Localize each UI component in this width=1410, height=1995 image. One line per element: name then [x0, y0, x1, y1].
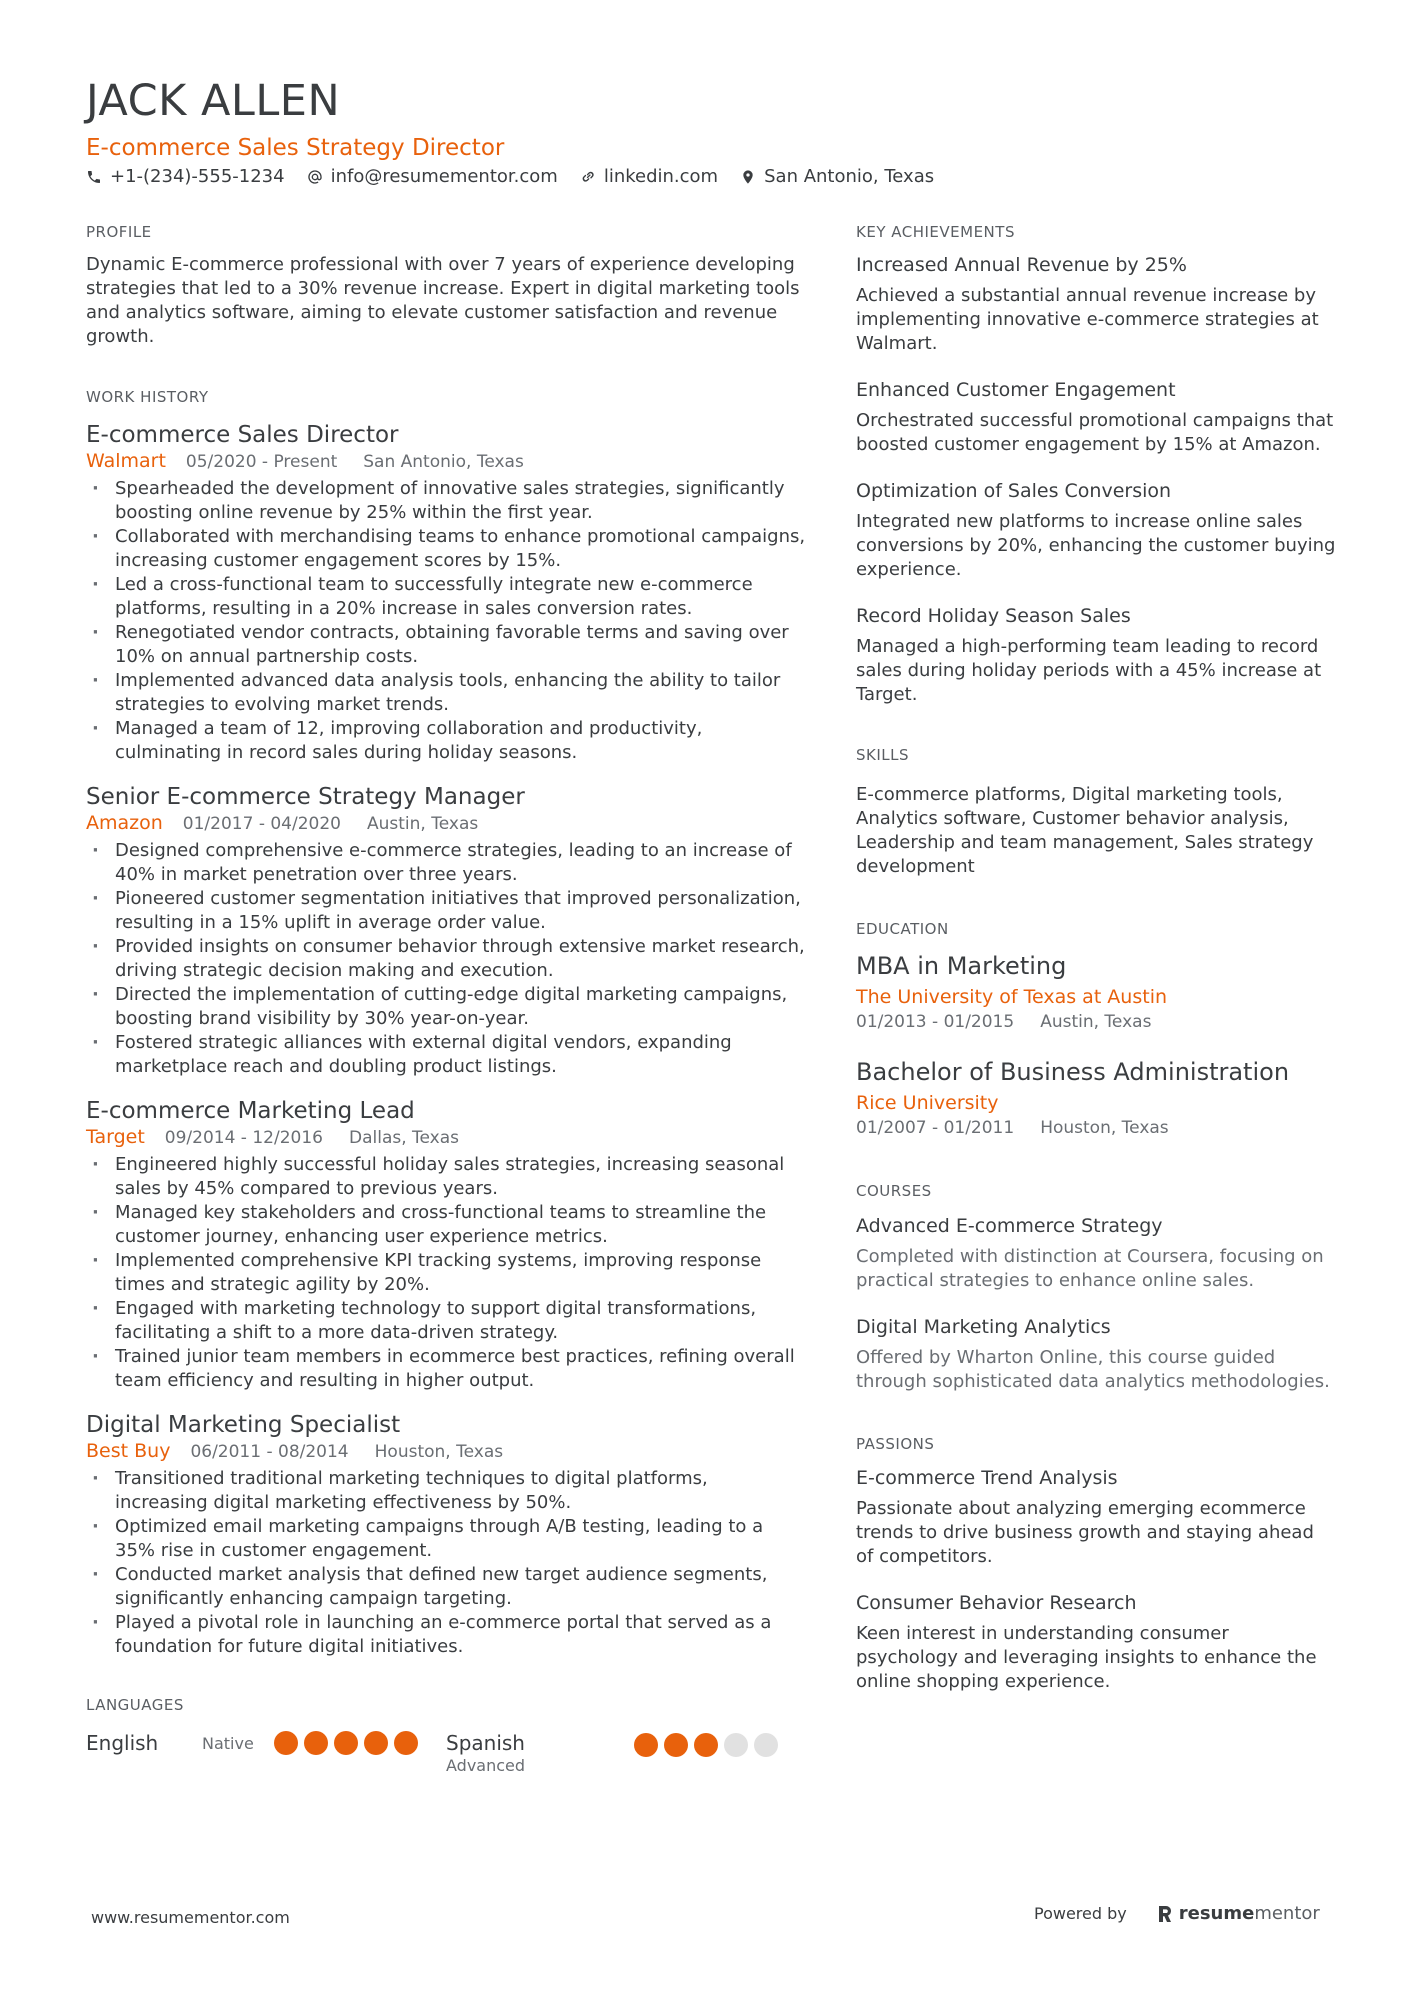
link-icon	[580, 169, 596, 185]
job-meta	[86, 450, 806, 473]
linkedin-text: linkedin.com	[603, 166, 719, 187]
profile-section	[86, 222, 806, 349]
course-desc: Completed with distinction at Coursera, focusing on practical strategies to enhance online sales.	[856, 1246, 1324, 1291]
education-section	[856, 919, 1336, 1139]
candidate-name: JACK ALLEN	[86, 76, 341, 126]
job-location: Houston, Texas	[374, 1442, 504, 1462]
skills-text: E-commerce platforms, Digital marketing tools, Analytics software, Customer behavior analysis, Leadership and team management, Sales strategy development	[856, 784, 1314, 877]
languages-list	[86, 1731, 806, 1777]
education-heading: EDUCATION	[856, 920, 949, 938]
job-entry	[86, 421, 806, 765]
achievements-section	[856, 222, 1336, 707]
course-desc: Offered by Wharton Online, this course guided through sophisticated data analytics methodologies.	[856, 1347, 1330, 1392]
achievement-desc: Managed a high-performing team leading to record sales during holiday periods with a 45% increase at Target.	[856, 636, 1322, 705]
job-bullet: · Implemented comprehensive KPI tracking systems, improving response times and strategic agility by 20%.	[86, 1249, 806, 1297]
job-bullets	[86, 1153, 806, 1393]
achievement-desc: Achieved a substantial annual revenue increase by implementing innovative e-commerce strategies at Walmart.	[856, 285, 1319, 354]
job-entry	[86, 1411, 806, 1659]
job-bullet: · Provided insights on consumer behavior through extensive market research, driving strategic decision making and execution.	[86, 935, 806, 983]
job-location: San Antonio, Texas	[363, 452, 524, 472]
rating-dot	[364, 1731, 388, 1755]
education-school: The University of Texas at Austin	[856, 986, 1168, 1008]
job-dates: 05/2020 - Present	[185, 452, 338, 472]
education-item	[856, 951, 1336, 1033]
passions-heading: PASSIONS	[856, 1435, 935, 1453]
course-item	[856, 1315, 1336, 1394]
courses-heading: COURSES	[856, 1182, 932, 1200]
skills-section	[856, 745, 1336, 879]
location-text: San Antonio, Texas	[764, 166, 935, 187]
education-school: Rice University	[856, 1092, 999, 1114]
job-bullet: · Managed key stakeholders and cross-functional teams to streamline the customer journey, enhancing user experience metrics.	[86, 1201, 806, 1249]
job-company: Walmart	[86, 450, 166, 472]
job-bullet: · Fostered strategic alliances with external digital vendors, expanding marketplace reach and doubling product listings.	[86, 1031, 806, 1079]
passion-item	[856, 1591, 1336, 1694]
rating-dot	[634, 1733, 658, 1757]
job-role: Digital Marketing Specialist	[86, 1412, 401, 1438]
job-bullet: · Transitioned traditional marketing techniques to digital platforms, increasing digital marketing effectiveness by 50%.	[86, 1467, 806, 1515]
job-bullet: · Conducted market analysis that defined new target audience segments, significantly enhancing campaign targeting.	[86, 1563, 806, 1611]
left-column	[86, 222, 806, 1777]
passion-desc: Keen interest in understanding consumer psychology and leveraging insights to enhance the online shopping experience.	[856, 1623, 1317, 1692]
rating-dot	[304, 1731, 328, 1755]
achievement-item	[856, 378, 1336, 457]
passion-desc: Passionate about analyzing emerging ecommerce trends to drive business growth and staying ahead of competitors.	[856, 1498, 1314, 1567]
job-role: E-commerce Marketing Lead	[86, 1098, 415, 1124]
rating-dot	[754, 1733, 778, 1757]
footer-website[interactable]: www.resumementor.com	[91, 1908, 290, 1927]
language-name: Spanish	[446, 1731, 525, 1755]
job-bullet: · Optimized email marketing campaigns through A/B testing, leading to a 35% rise in customer engagement.	[86, 1515, 806, 1563]
job-bullet: · Spearheaded the development of innovative sales strategies, significantly boosting online revenue by 25% within the first year.	[86, 477, 806, 525]
passions-section	[856, 1434, 1336, 1694]
education-item	[856, 1057, 1336, 1139]
job-bullet: · Engaged with marketing technology to support digital transformations, facilitating a shift to a more data-driven strategy.	[86, 1297, 806, 1345]
skills-heading: SKILLS	[856, 746, 910, 764]
job-role: Senior E-commerce Strategy Manager	[86, 784, 525, 810]
passion-item	[856, 1466, 1336, 1569]
rating-dot	[664, 1733, 688, 1757]
education-degree: Bachelor of Business Administration	[856, 1058, 1290, 1086]
powered-by-label: Powered by	[1034, 1904, 1127, 1923]
job-bullet: · Directed the implementation of cutting-edge digital marketing campaigns, boosting brand visibility by 30% year-on-year.	[86, 983, 806, 1031]
course-item	[856, 1214, 1336, 1293]
education-degree: MBA in Marketing	[856, 952, 1067, 980]
job-bullets	[86, 477, 806, 765]
achievement-item	[856, 253, 1336, 356]
education-location: Austin, Texas	[1040, 1012, 1152, 1032]
language-rating	[274, 1731, 424, 1755]
rating-dot	[274, 1731, 298, 1755]
education-meta	[856, 1011, 1336, 1033]
achievement-item	[856, 479, 1336, 582]
footer-branding	[1034, 1903, 1320, 1924]
job-meta	[86, 812, 806, 835]
achievement-title: Optimization of Sales Conversion	[856, 480, 1172, 502]
achievement-title: Enhanced Customer Engagement	[856, 379, 1176, 401]
work-history-section	[86, 387, 806, 1659]
job-bullet: · Pioneered customer segmentation initiatives that improved personalization, resulting in a 15% uplift in average order value.	[86, 887, 806, 935]
passion-title: E-commerce Trend Analysis	[856, 1467, 1118, 1489]
map-pin-icon	[740, 169, 756, 185]
achievement-title: Increased Annual Revenue by 25%	[856, 254, 1187, 276]
work-history-heading: WORK HISTORY	[86, 388, 209, 406]
rating-dot	[724, 1733, 748, 1757]
education-meta	[856, 1117, 1336, 1139]
rating-dot	[334, 1731, 358, 1755]
job-location: Austin, Texas	[367, 814, 479, 834]
phone-text: +1-(234)-555-1234	[110, 166, 285, 187]
education-location: Houston, Texas	[1040, 1118, 1169, 1138]
job-entry	[86, 1097, 806, 1393]
job-bullet: · Implemented advanced data analysis tools, enhancing the ability to tailor strategies to evolving market trends.	[86, 669, 806, 717]
job-entry	[86, 783, 806, 1079]
job-bullet: · Collaborated with merchandising teams to enhance promotional campaigns, increasing customer engagement scores by 15%.	[86, 525, 806, 573]
contact-phone	[86, 165, 285, 189]
languages-section	[86, 1695, 806, 1777]
job-role: E-commerce Sales Director	[86, 422, 399, 448]
courses-section	[856, 1181, 1336, 1394]
education-dates: 01/2007 - 01/2011	[856, 1118, 1015, 1138]
job-bullets	[86, 839, 806, 1079]
achievement-title: Record Holiday Season Sales	[856, 605, 1131, 627]
language-item	[86, 1731, 446, 1777]
job-dates: 06/2011 - 08/2014	[190, 1442, 349, 1462]
job-bullet: · Engineered highly successful holiday sales strategies, increasing seasonal sales by 45% compared to previous years.	[86, 1153, 806, 1201]
rating-dot	[394, 1731, 418, 1755]
brand-name-bold: resume	[1178, 1903, 1255, 1924]
language-rating	[634, 1731, 784, 1757]
at-sign-icon	[307, 169, 323, 185]
brand-logo[interactable]	[1157, 1903, 1320, 1924]
contact-bar	[86, 165, 956, 189]
job-meta	[86, 1440, 806, 1463]
achievement-desc: Integrated new platforms to increase online sales conversions by 20%, enhancing the customer buying experience.	[856, 511, 1336, 580]
achievement-item	[856, 604, 1336, 707]
course-title: Digital Marketing Analytics	[856, 1316, 1111, 1338]
right-column	[856, 222, 1336, 1694]
achievement-desc: Orchestrated successful promotional campaigns that boosted customer engagement by 15% at Amazon.	[856, 410, 1334, 455]
brand-name-light: mentor	[1254, 1903, 1320, 1924]
contact-email[interactable]	[307, 165, 558, 189]
phone-icon	[86, 169, 102, 185]
job-dates: 01/2017 - 04/2020	[182, 814, 341, 834]
contact-location	[740, 165, 934, 189]
resumementor-logo-icon	[1157, 1904, 1173, 1924]
job-location: Dallas, Texas	[348, 1128, 460, 1148]
course-title: Advanced E-commerce Strategy	[856, 1215, 1163, 1237]
job-company: Target	[86, 1126, 145, 1148]
profile-heading: PROFILE	[86, 223, 152, 241]
job-dates: 09/2014 - 12/2016	[164, 1128, 323, 1148]
rating-dot	[694, 1733, 718, 1757]
education-dates: 01/2013 - 01/2015	[856, 1012, 1015, 1032]
job-bullet: · Renegotiated vendor contracts, obtaining favorable terms and saving over 10% on annual partnership costs.	[86, 621, 806, 669]
language-name: English	[86, 1731, 159, 1755]
passion-title: Consumer Behavior Research	[856, 1592, 1137, 1614]
job-bullets	[86, 1467, 806, 1659]
job-bullet: · Trained junior team members in ecommerce best practices, refining overall team efficiency and resulting in higher output.	[86, 1345, 806, 1393]
email-text: info@resumementor.com	[330, 166, 558, 187]
language-level: Advanced	[446, 1756, 526, 1775]
job-bullet: · Played a pivotal role in launching an e-commerce portal that served as a foundation for future digital initiatives.	[86, 1611, 806, 1659]
languages-heading: LANGUAGES	[86, 1696, 184, 1714]
job-bullet: · Designed comprehensive e-commerce strategies, leading to an increase of 40% in market penetration over three years.	[86, 839, 806, 887]
job-company: Best Buy	[86, 1440, 171, 1462]
job-company: Amazon	[86, 812, 163, 834]
profile-text: Dynamic E-commerce professional with over 7 years of experience developing strategies that led to a 30% revenue increase. Expert in digital marketing tools and analytics software, aiming to elevate customer satisfaction and revenue growth.	[86, 254, 800, 347]
job-meta	[86, 1126, 806, 1149]
job-bullet: · Led a cross-functional team to successfully integrate new e-commerce platforms, resulting in a 20% increase in sales conversion rates.	[86, 573, 806, 621]
job-bullet: · Managed a team of 12, improving collaboration and productivity, culminating in record sales during holiday seasons.	[86, 717, 806, 765]
candidate-title: E-commerce Sales Strategy Director	[86, 135, 505, 161]
language-item	[446, 1731, 806, 1777]
achievements-heading: KEY ACHIEVEMENTS	[856, 223, 1015, 241]
language-level: Native	[202, 1734, 254, 1753]
contact-linkedin[interactable]	[580, 165, 718, 189]
